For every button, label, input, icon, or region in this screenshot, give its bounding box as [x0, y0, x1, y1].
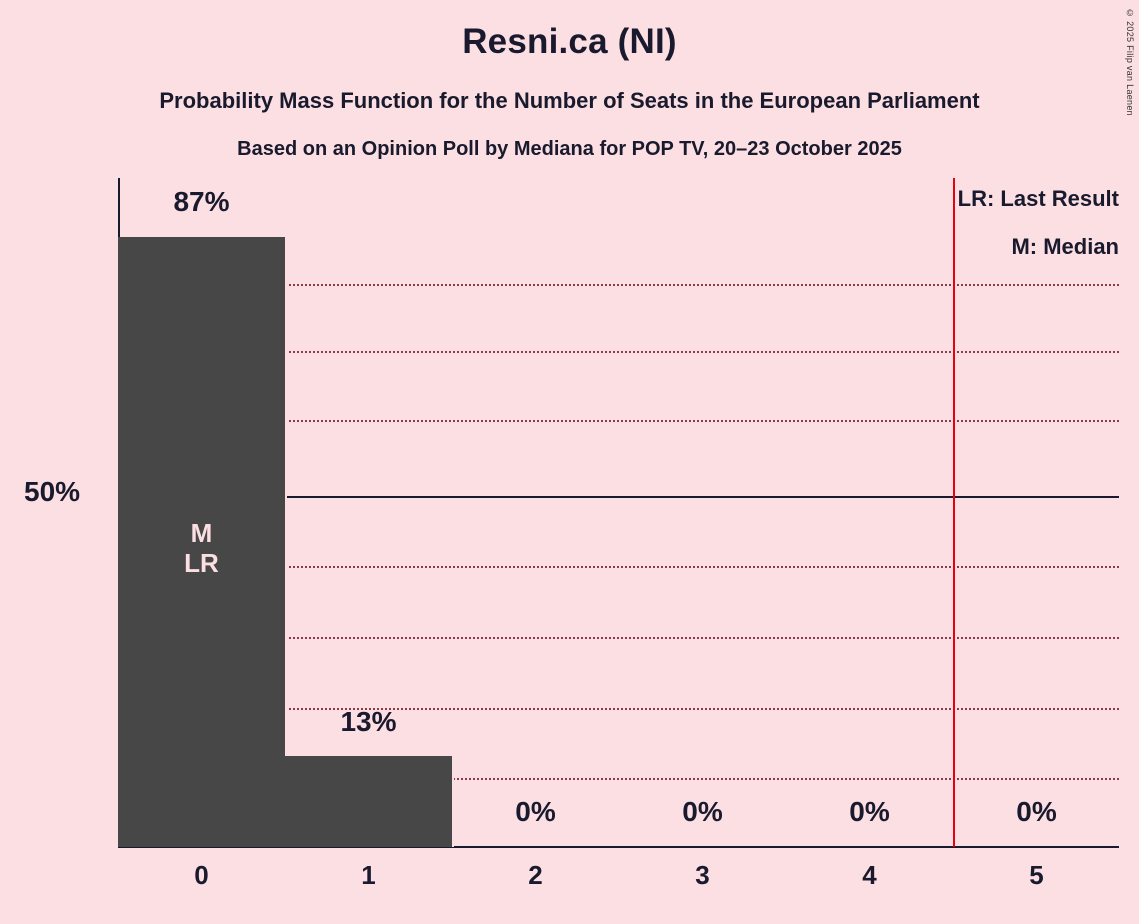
x-tick-4: 4 — [862, 860, 877, 890]
bar-1[interactable] — [285, 756, 454, 847]
legend-median: M: Median — [1011, 234, 1119, 259]
x-tick-1: 1 — [361, 860, 376, 890]
legend-last-result: LR: Last Result — [957, 186, 1119, 211]
bar-value-0: 87% — [173, 186, 230, 217]
bar-last-result-label: LR — [184, 547, 219, 578]
chart-subtitle-primary: Probability Mass Function for the Number of Seats in the European Parliament — [159, 88, 980, 113]
bar-0[interactable] — [118, 237, 287, 847]
gridline-87 — [284, 284, 1119, 286]
x-tick-5: 5 — [1029, 860, 1044, 890]
gridline-38 — [284, 566, 1119, 568]
median-marker-line — [953, 178, 955, 847]
plot-area — [118, 178, 1119, 847]
page-title: Resni.ca (NI) — [462, 22, 677, 61]
bar-value-4: 0% — [849, 796, 890, 827]
gridline-63 — [284, 420, 1119, 422]
x-tick-3: 3 — [695, 860, 710, 890]
bar-value-5: 0% — [1016, 796, 1057, 827]
bar-value-1: 13% — [340, 706, 397, 737]
bar-value-2: 0% — [515, 796, 556, 827]
x-tick-0: 0 — [194, 860, 209, 890]
bar-value-3: 0% — [682, 796, 723, 827]
chart-subtitle-secondary: Based on an Opinion Poll by Mediana for POP TV, 20–23 October 2025 — [237, 138, 902, 160]
gridline-25 — [284, 637, 1119, 639]
bar-median-label: M — [190, 518, 213, 548]
copyright-notice: © 2025 Filip van Laenen — [1125, 8, 1135, 116]
gridline-50-major — [284, 496, 1119, 498]
x-tick-2: 2 — [528, 860, 543, 890]
y-axis-tick-label-50: 50% — [24, 476, 81, 507]
gridline-75 — [284, 351, 1119, 353]
